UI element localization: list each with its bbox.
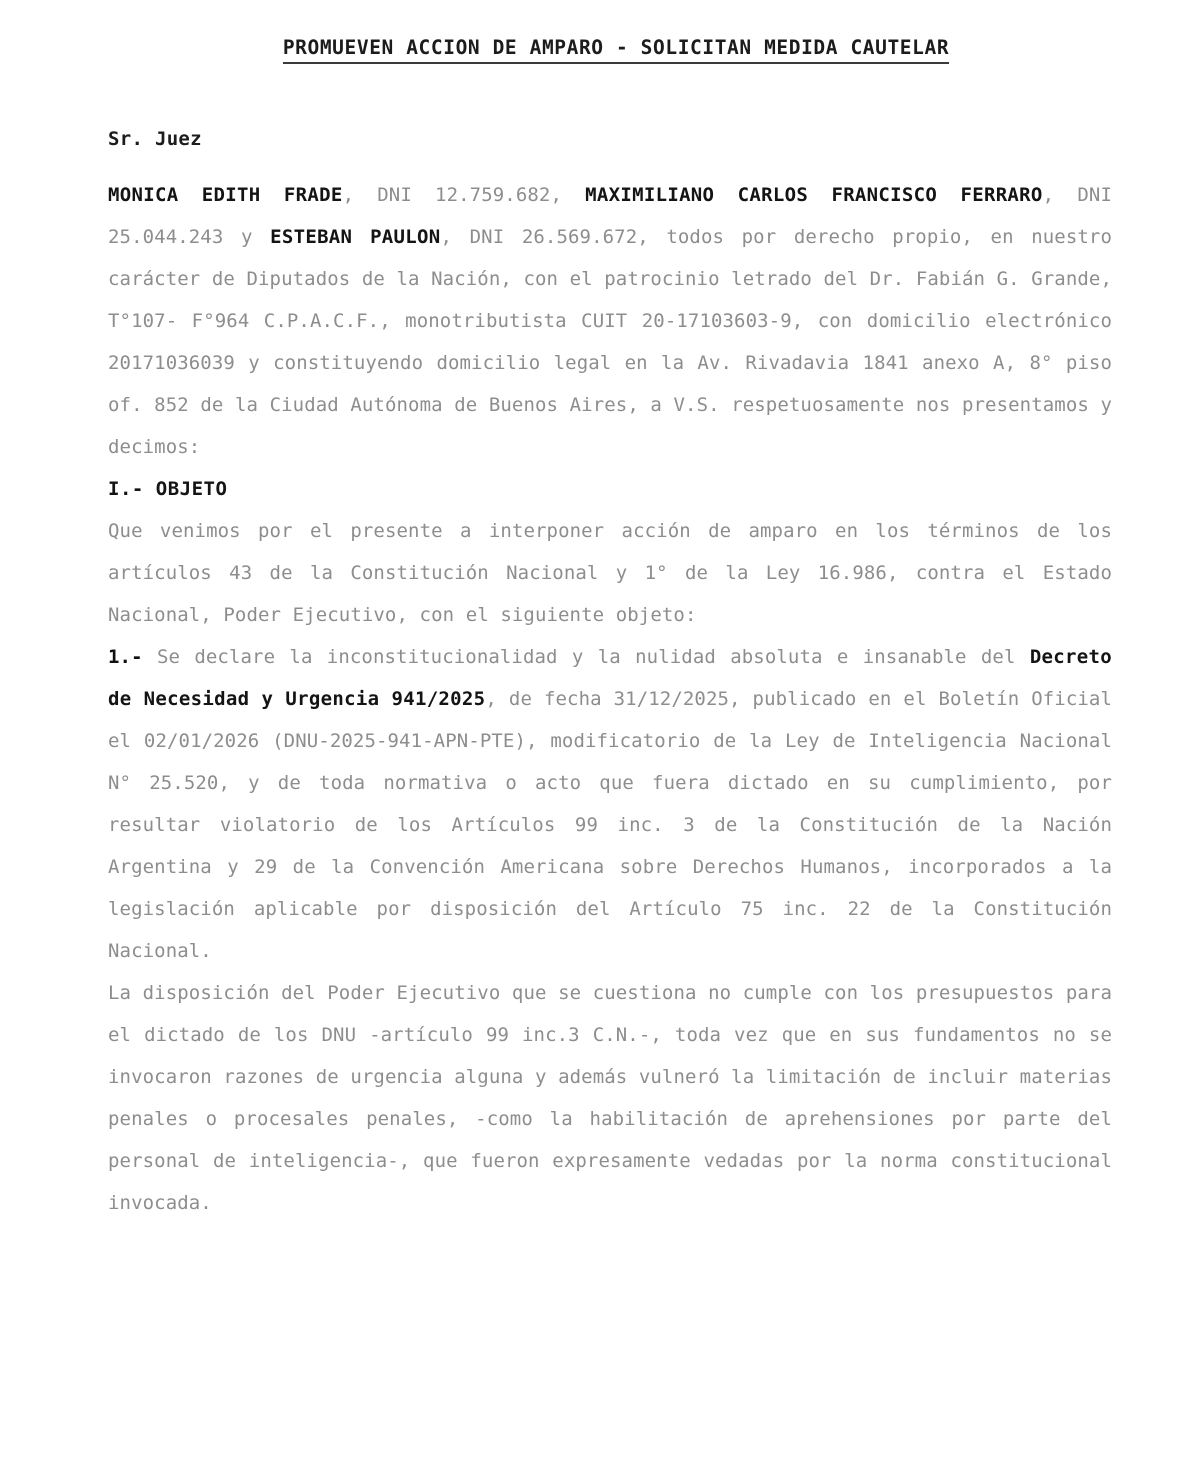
party-name-frade: MONICA EDITH FRADE [108, 184, 343, 206]
item-1-text-after-decree: , de fecha 31/12/2025, publicado en el Boletín Oficial el 02/01/2026 (DNU-2025-941-APN-PTE), modificatorio de la Ley de Inteligencia Nacional N° 25.520, y de toda normativa o acto que fuera dictado en su cumplimiento, por resultar violatorio de los Artículos 99 inc. 3 de la Constitución de la Nación Argentina y 29 de la Convención Americana sobre Derechos Humanos, incorporados a la legislación aplicable por disposición del Artículo 75 inc. 22 de la Constitución Nacional. [108, 688, 1112, 962]
party-dni-frade: , DNI 12.759.682, [342, 184, 586, 206]
party-dni-ferraro: , DNI 25.044.243 y [108, 184, 1112, 248]
section-heading-objeto: I.- OBJETO [108, 478, 228, 500]
salutation-line: Sr. Juez [108, 128, 202, 150]
objeto-item-1-paragraph [108, 636, 1112, 972]
party-name-ferraro: MAXIMILIANO CARLOS FRANCISCO FERRARO [585, 184, 1043, 206]
objeto-paragraph-2: La disposición del Poder Ejecutivo que se cuestiona no cumple con los presupuestos para el dictado de los DNU -artículo 99 inc.3 C.N.-, toda vez que en sus fundamentos no se invocaron razones de urgencia alguna y además vulneró la limitación de incluir materias penales o procesales penales, -como la habilitación de aprehensiones por parte del personal de inteligencia-, que fueron expresamente vedadas por la norma constitucional invocada. [108, 982, 1112, 1214]
item-1-text-before-decree: Se declare la inconstitucionalidad y la nulidad absoluta e insanable del [142, 646, 1030, 668]
list-item-number: 1.- [108, 646, 143, 668]
party-name-paulon: ESTEBAN PAULON [270, 226, 441, 248]
parties-paragraph [108, 174, 1112, 468]
party-dni-paulon-and-details: , DNI 26.569.672, todos por derecho propio, en nuestro carácter de Diputados de la Nación, con el patrocinio letrado del Dr. Fabián G. Grande, T°107- F°964 C.P.A.C.F., monotributista CUIT 20-17103603-9, con domicilio electrónico 20171036039 y constituyendo domicilio legal en la Av. Rivadavia 1841 anexo A, 8° piso of. 852 de la Ciudad Autónoma de Buenos Aires, a V.S. respetuosamente nos presentamos y decimos: [108, 226, 1112, 458]
title-container [108, 36, 1112, 118]
page-title: PROMUEVEN ACCION DE AMPARO - SOLICITAN MEDIDA CAUTELAR [283, 36, 949, 64]
decree-reference: Decreto de Necesidad y Urgencia 941/2025 [108, 646, 1112, 710]
objeto-intro-paragraph: Que venimos por el presente a interponer acción de amparo en los términos de los artículos 43 de la Constitución Nacional y 1° de la Ley 16.986, contra el Estado Nacional, Poder Ejecutivo, con el siguiente objeto: [108, 520, 1112, 626]
